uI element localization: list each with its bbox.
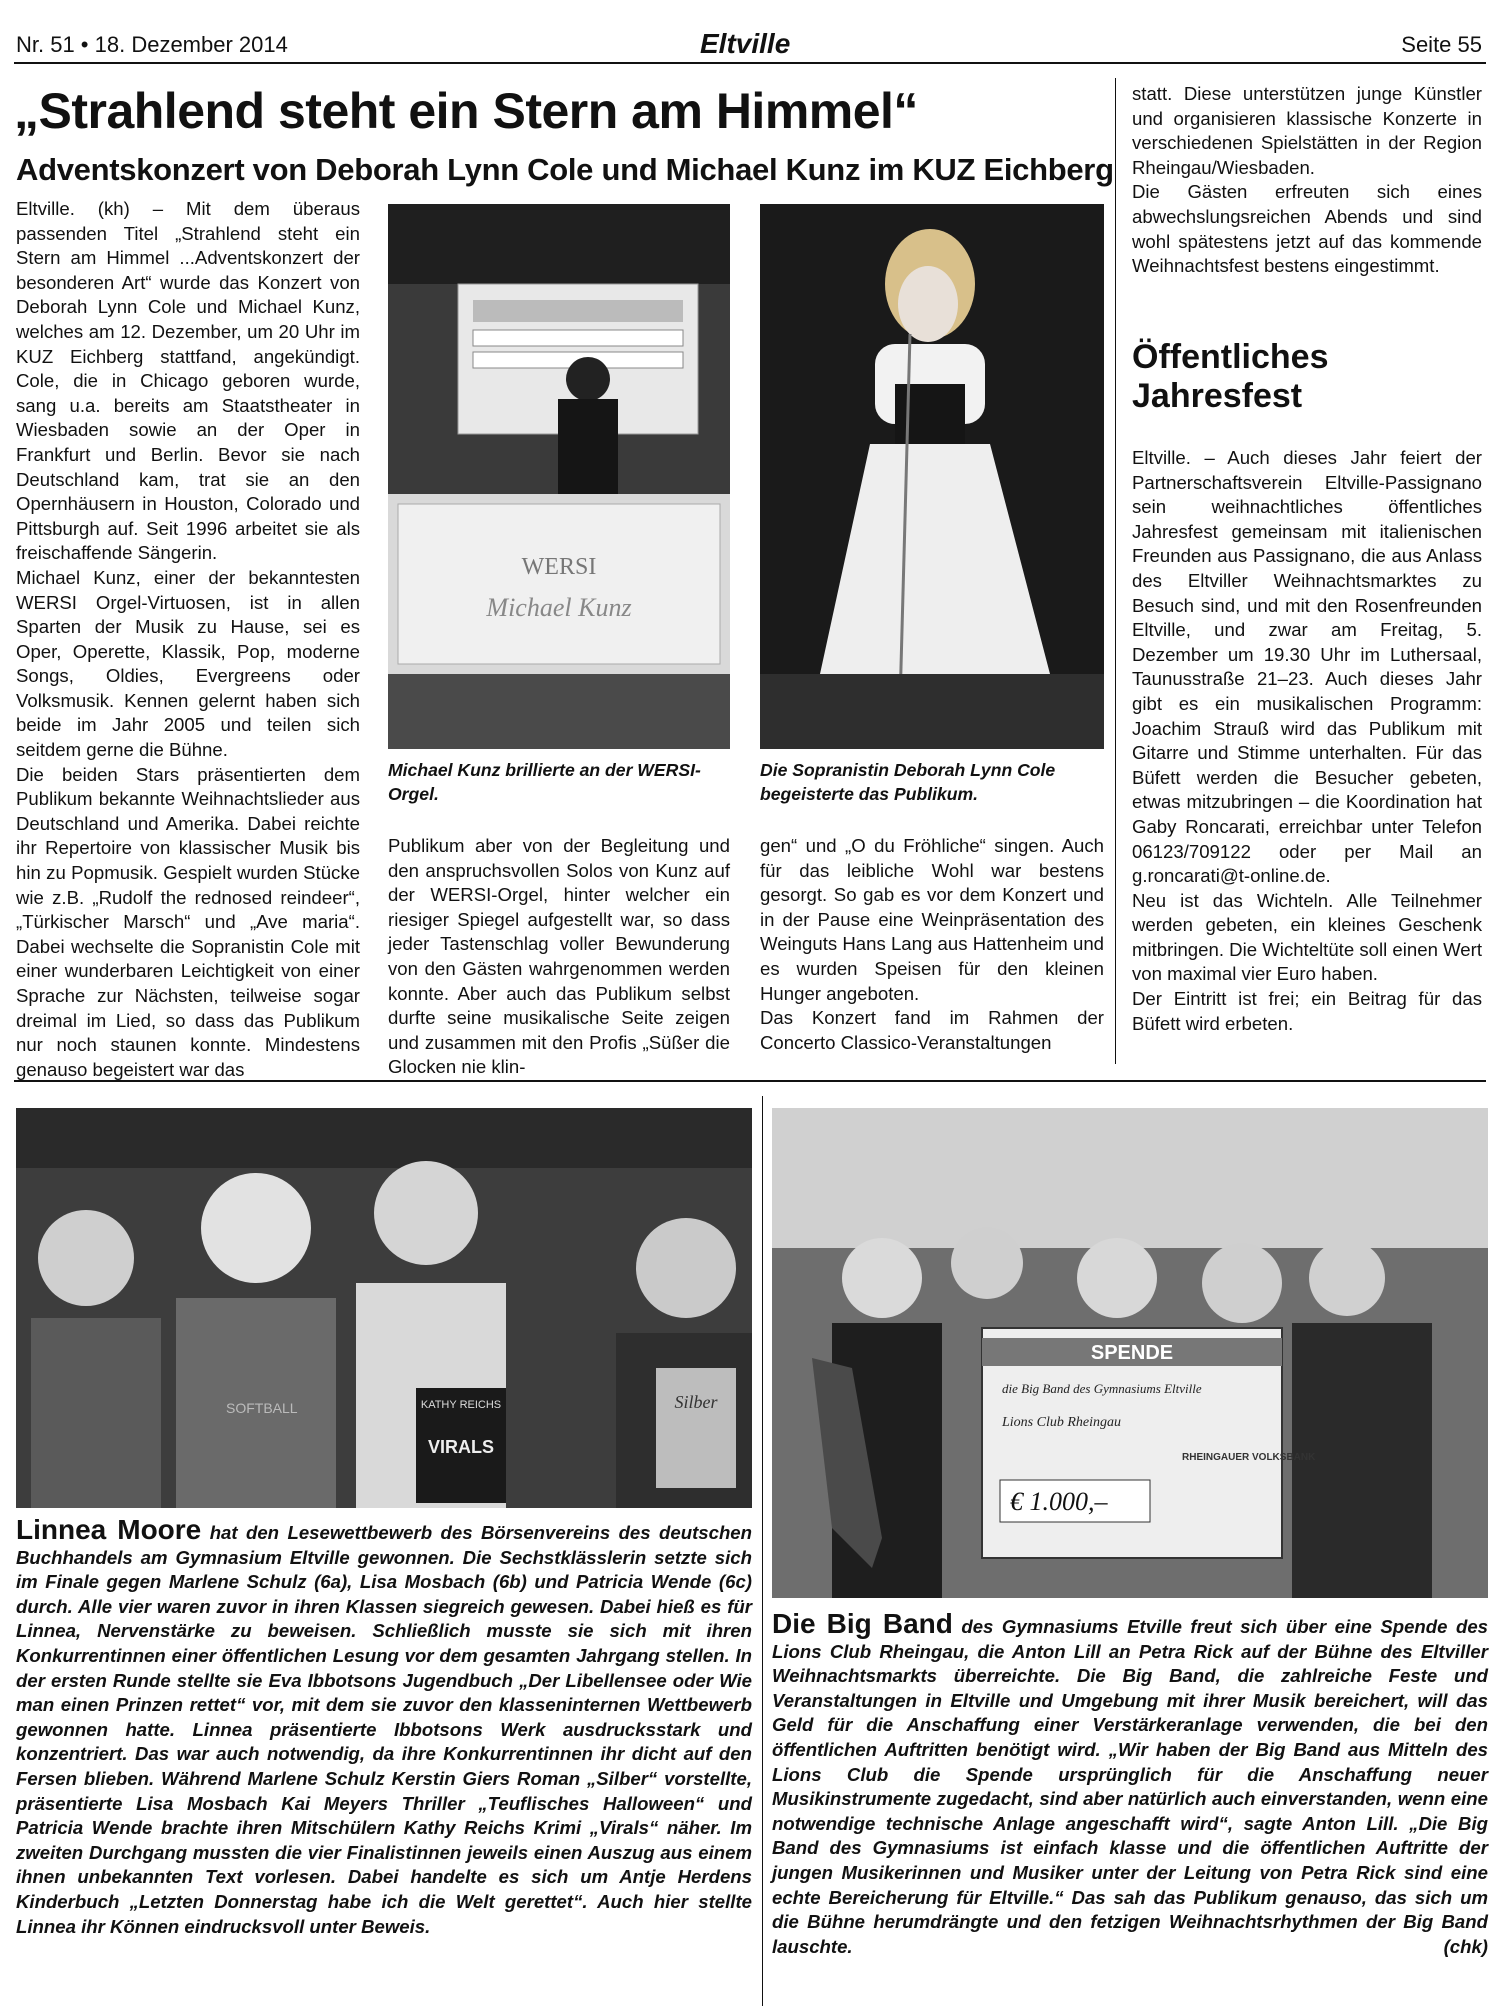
article-headline: „Strahlend steht ein Stern am Himmel“	[14, 83, 918, 139]
paragraph: Publikum aber von der Begleitung und den anspruchsvollen Solos von Kunz auf der WERSI-Orgel, hinter welcher ein riesiger Spiegel aufgestellt war, so dass jeder Tastenschlag voller Bewunderung von den Gästen wahrgenommen werden konnte. Aber auch das Publikum selbst durfte seine musikalische Seite zeigen und zusammen mit den Profis „Süßer die Glocken nie klin-	[388, 835, 730, 1078]
singer-photo	[760, 204, 1104, 749]
paragraph: Die beiden Stars präsentierten dem Publikum bekannte Weihnachtslieder aus Deutschland und Amerika. Dabei reichte ihr Repertoire von klassischer Musik bis hin zu Popmusik. Gespielt wurden Stücke wie z.B. „Rudolf the rednosed reindeer“, „Türkischer Marsch“ und „Ave maria“. Dabei wechselte die Sopranistin Cole mit einer wunderbaren Leichtigkeit von einer Sprache zur Nächsten, teilweise sogar dreimal im Lied, so dass das Publikum nur noch staunen konnte. Mindestens genauso begeistert war das	[16, 763, 360, 1080]
paragraph: Die Gästen erfreuten sich eines abwechslungsreichen Abends und sind wohl spätestens jetzt auf das kommende Weihnachtsfest bestens eingestimmt.	[1132, 181, 1482, 277]
reading-contest-body: hat den Lesewettbewerb des Börsenvereins des deutschen Buchhandels am Gymnasium Eltville gewonnen. Die Sechstklässlerin setzte sich im Finale gegen Marlene Schulz (6a), Lisa Mosbach (6b) und Patricia Wende (6c) durch. Alle vier waren zuvor in ihren Klassen siegreich gewesen. Dabei hieß es für Linnea, Nervenstärke zu beweisen. Schließlich musste sie sich mit ihren Konkurrentinnen einer öffentlichen Lesung vor dem gesamten Jahrgang stellen. In der ersten Runde stellte sie Eva Ibbotsons Jugendbuch „Der Libellensee oder Wie man einen Prinzen rettet“ vor, mit dem sie zuvor den klasseninternen Wettbewerb gewonnen hatte. Linnea präsentierte Ibbotsons Werk ausdrucksstark und konzentriert. Das war auch notwendig, da ihre Konkurrentinnen ihr dicht auf den Fersen blieben. Während Marlene Schulz Kerstin Giers Roman „Silber“ vorstellte, präsentierte Lisa Mosbach Kai Meyers Thriller „Teuflisches Halloween“ und Patricia Wende brachte ihren Mitschülern Kathy Reichs Krimi „Virals“ näher. Im zweiten Durchgang mussten die vier Finalistinnen jeweils einen Auszug aus einem ihnen unbekannten Text vorlesen. Dabei handelte es sich um Antje Herdens Kinderbuch „Letzten Donnerstag habe ich die Welt gerettet“. Auch hier stellte Linnea ihr Können eindrucksvoll unter Beweis.	[16, 1522, 753, 1937]
jahresfest-headline: Öffentliches Jahresfest	[1132, 338, 1329, 415]
book-title-text: VIRALS	[427, 1437, 495, 1457]
check-title: SPENDE	[1090, 1342, 1174, 1364]
article-column-1	[16, 197, 360, 1082]
organ-brand-text: WERSI	[521, 554, 597, 580]
shirt-print-text: SOFTBALL	[226, 1400, 298, 1416]
header-rule	[14, 62, 1486, 64]
paragraph: Michael Kunz, einer der bekanntesten WERSI Orgel-Virtuosen, ist in allen Sparten der Musik zu Hause, sei es Oper, Operette, Klassik, Pop, moderne Songs, Oldies, Evergreens oder Volksmusik. Kennen gelernt haben sich beide im Jahr 2005 und teilen sich seitdem gerne die Bühne.	[16, 566, 360, 761]
reading-contest-text	[16, 1514, 753, 1939]
reading-contest-photo	[16, 1108, 752, 1508]
paragraph: Eltville. (kh) – Mit dem überaus passenden Titel „Strahlend steht ein Stern am Himmel ...Adventskonzert der besonderen Art“ wurde das Konzert von Deborah Lynn Cole und Michael Kunz, welches am 12. Dezember, um 20 Uhr im KUZ Eichberg stattfand, angekündigt. Cole, die in Chicago geboren wurde, sang u.a. bereits am Staatstheater in Wiesbaden sowie an der Oper in Frankfurt und Berlin. Bevor sie nach Deutschland kam, trat sie an den Opernhäusern in Houston, Colorado und Pittsburgh auf. Seit 1996 arbeitet sie als freischaffende Sängerin.	[16, 198, 360, 564]
big-band-lead: Die Big Band	[772, 1608, 953, 1639]
big-band-text	[772, 1608, 1489, 1959]
organ-photo	[388, 204, 730, 749]
town-name: Eltville	[700, 28, 791, 59]
paragraph: gen“ und „O du Fröhliche“ singen. Auch für das leibliche Wohl war bestens gesorgt. So gab es vor dem Konzert und in der Pause eine Weinpräsentation des Weinguts Hans Lang aus Hattenheim und es wurden Speisen für den kleinen Hunger angeboten.	[760, 835, 1104, 1004]
check-donor: Lions Club Rheingau	[1002, 1415, 1122, 1430]
article-subhead: Adventskonzert von Deborah Lynn Cole und Michael Kunz im KUZ Eichberg	[16, 152, 1114, 187]
reading-contest-lead: Linnea Moore	[16, 1514, 202, 1545]
paragraph: Neu ist das Wichteln. Alle Teilnehmer werden gebeten, ein kleines Geschenk mitbringen. Die Wichteltüte soll einen Wert von maximal vier Euro haben.	[1132, 889, 1482, 985]
column-separator	[762, 1096, 763, 2006]
issue-info: Nr. 51 • 18. Dezember 2014	[16, 32, 288, 57]
section-rule	[14, 1080, 1486, 1082]
check-amount: € 1.000,–	[1010, 1487, 1108, 1516]
check-recipient: die Big Band des Gymnasiums Eltville	[1002, 1381, 1202, 1396]
organ-name-text: Michael Kunz	[486, 593, 632, 622]
paragraph: statt. Diese unterstützen junge Künstler und organisieren klassische Konzerte in verschiedenen Spielstätten in der Region Rheingau/Wiesbaden.	[1132, 83, 1482, 178]
page-number: Seite 55	[1401, 32, 1482, 57]
book-author-text: KATHY REICHS	[420, 1399, 502, 1411]
organ-photo-caption: Michael Kunz brillierte an der WERSI-Orgel.	[388, 760, 701, 804]
book-silber-text: Silber	[674, 1392, 718, 1412]
big-band-body: des Gymnasiums Etville freut sich über eine Spende des Lions Club Rheingau, die Anton Lill an Petra Rick auf der Bühne des Eltviller Weihnachtsmarkts überreichte. Die Big Band, die zahlreiche Feste und Veranstaltungen in Eltville und Umgebung mit ihrer Musik bereichert, will das Geld für die Anschaffung einer Verstärkeranlage verwenden, die bei den öffentlichen Auftritten benötigt wird. „Wir haben der Big Band aus Mitteln des Lions Club die Spende ursprünglich für die Anschaffung neuer Musikinstrumente zugedacht, sind aber natürlich auch einverstanden, wenn eine notwendige technische Anlage angeschafft wird“, sagte Anton Lill. „Die Big Band des Gymnasiums ist einfach klasse und die öffentlichen Auftritte der jungen Musikerinnen und Musiker unter der Leitung von Petra Rick sind eine echte Bereicherung für Eltville.“ Das sah das Publikum genauso, das sich um die Bühne herumdrängte und den fetzigen Weihnachtsrhythmen der Big Band lauschte.	[772, 1616, 1489, 1957]
jahresfest-body	[1132, 446, 1482, 1036]
check-bank: RHEINGAUER VOLKSBANK	[1182, 1452, 1316, 1463]
article-column-4	[1132, 82, 1482, 279]
paragraph: Der Eintritt ist frei; ein Beitrag für das Büfett wird erbeten.	[1132, 988, 1482, 1034]
big-band-photo	[772, 1108, 1488, 1598]
paragraph: Eltville. – Auch dieses Jahr feiert der Partnerschaftsverein Eltville-Passignano sein weihnachtliches öffentliches Jahresfest gemeinsam mit italienischen Freunden aus Passignano, die aus Anlass des Eltviller Weihnachtsmarktes zu Besuch sind, und mit den Rosenfreunden Eltville, und zwar am Freitag, 5. Dezember um 19.30 Uhr im Luthersaal, Taunusstraße 21–23. Auch dieses Jahr gibt es ein musikalischen Programm: Joachim Strauß wird das Publikum mit Gitarre und Stimme unterhalten. Für das Büfett werden die Besucher gebeten, etwas mitzubringen – die Koordination hat Gaby Roncarati, erreichbar unter Telefon 06123/709122 oder per Mail an g.roncarati@t-online.de.	[1132, 447, 1482, 887]
column-separator	[1115, 78, 1116, 1064]
article-column-3	[760, 834, 1104, 1055]
article-column-2	[388, 834, 730, 1080]
paragraph: Das Konzert fand im Rahmen der Concerto Classico-Veranstaltungen	[760, 1007, 1104, 1053]
singer-photo-caption: Die Sopranistin Deborah Lynn Cole begeisterte das Publikum.	[760, 760, 1056, 804]
author-initials: (chk)	[1443, 1935, 1488, 1957]
